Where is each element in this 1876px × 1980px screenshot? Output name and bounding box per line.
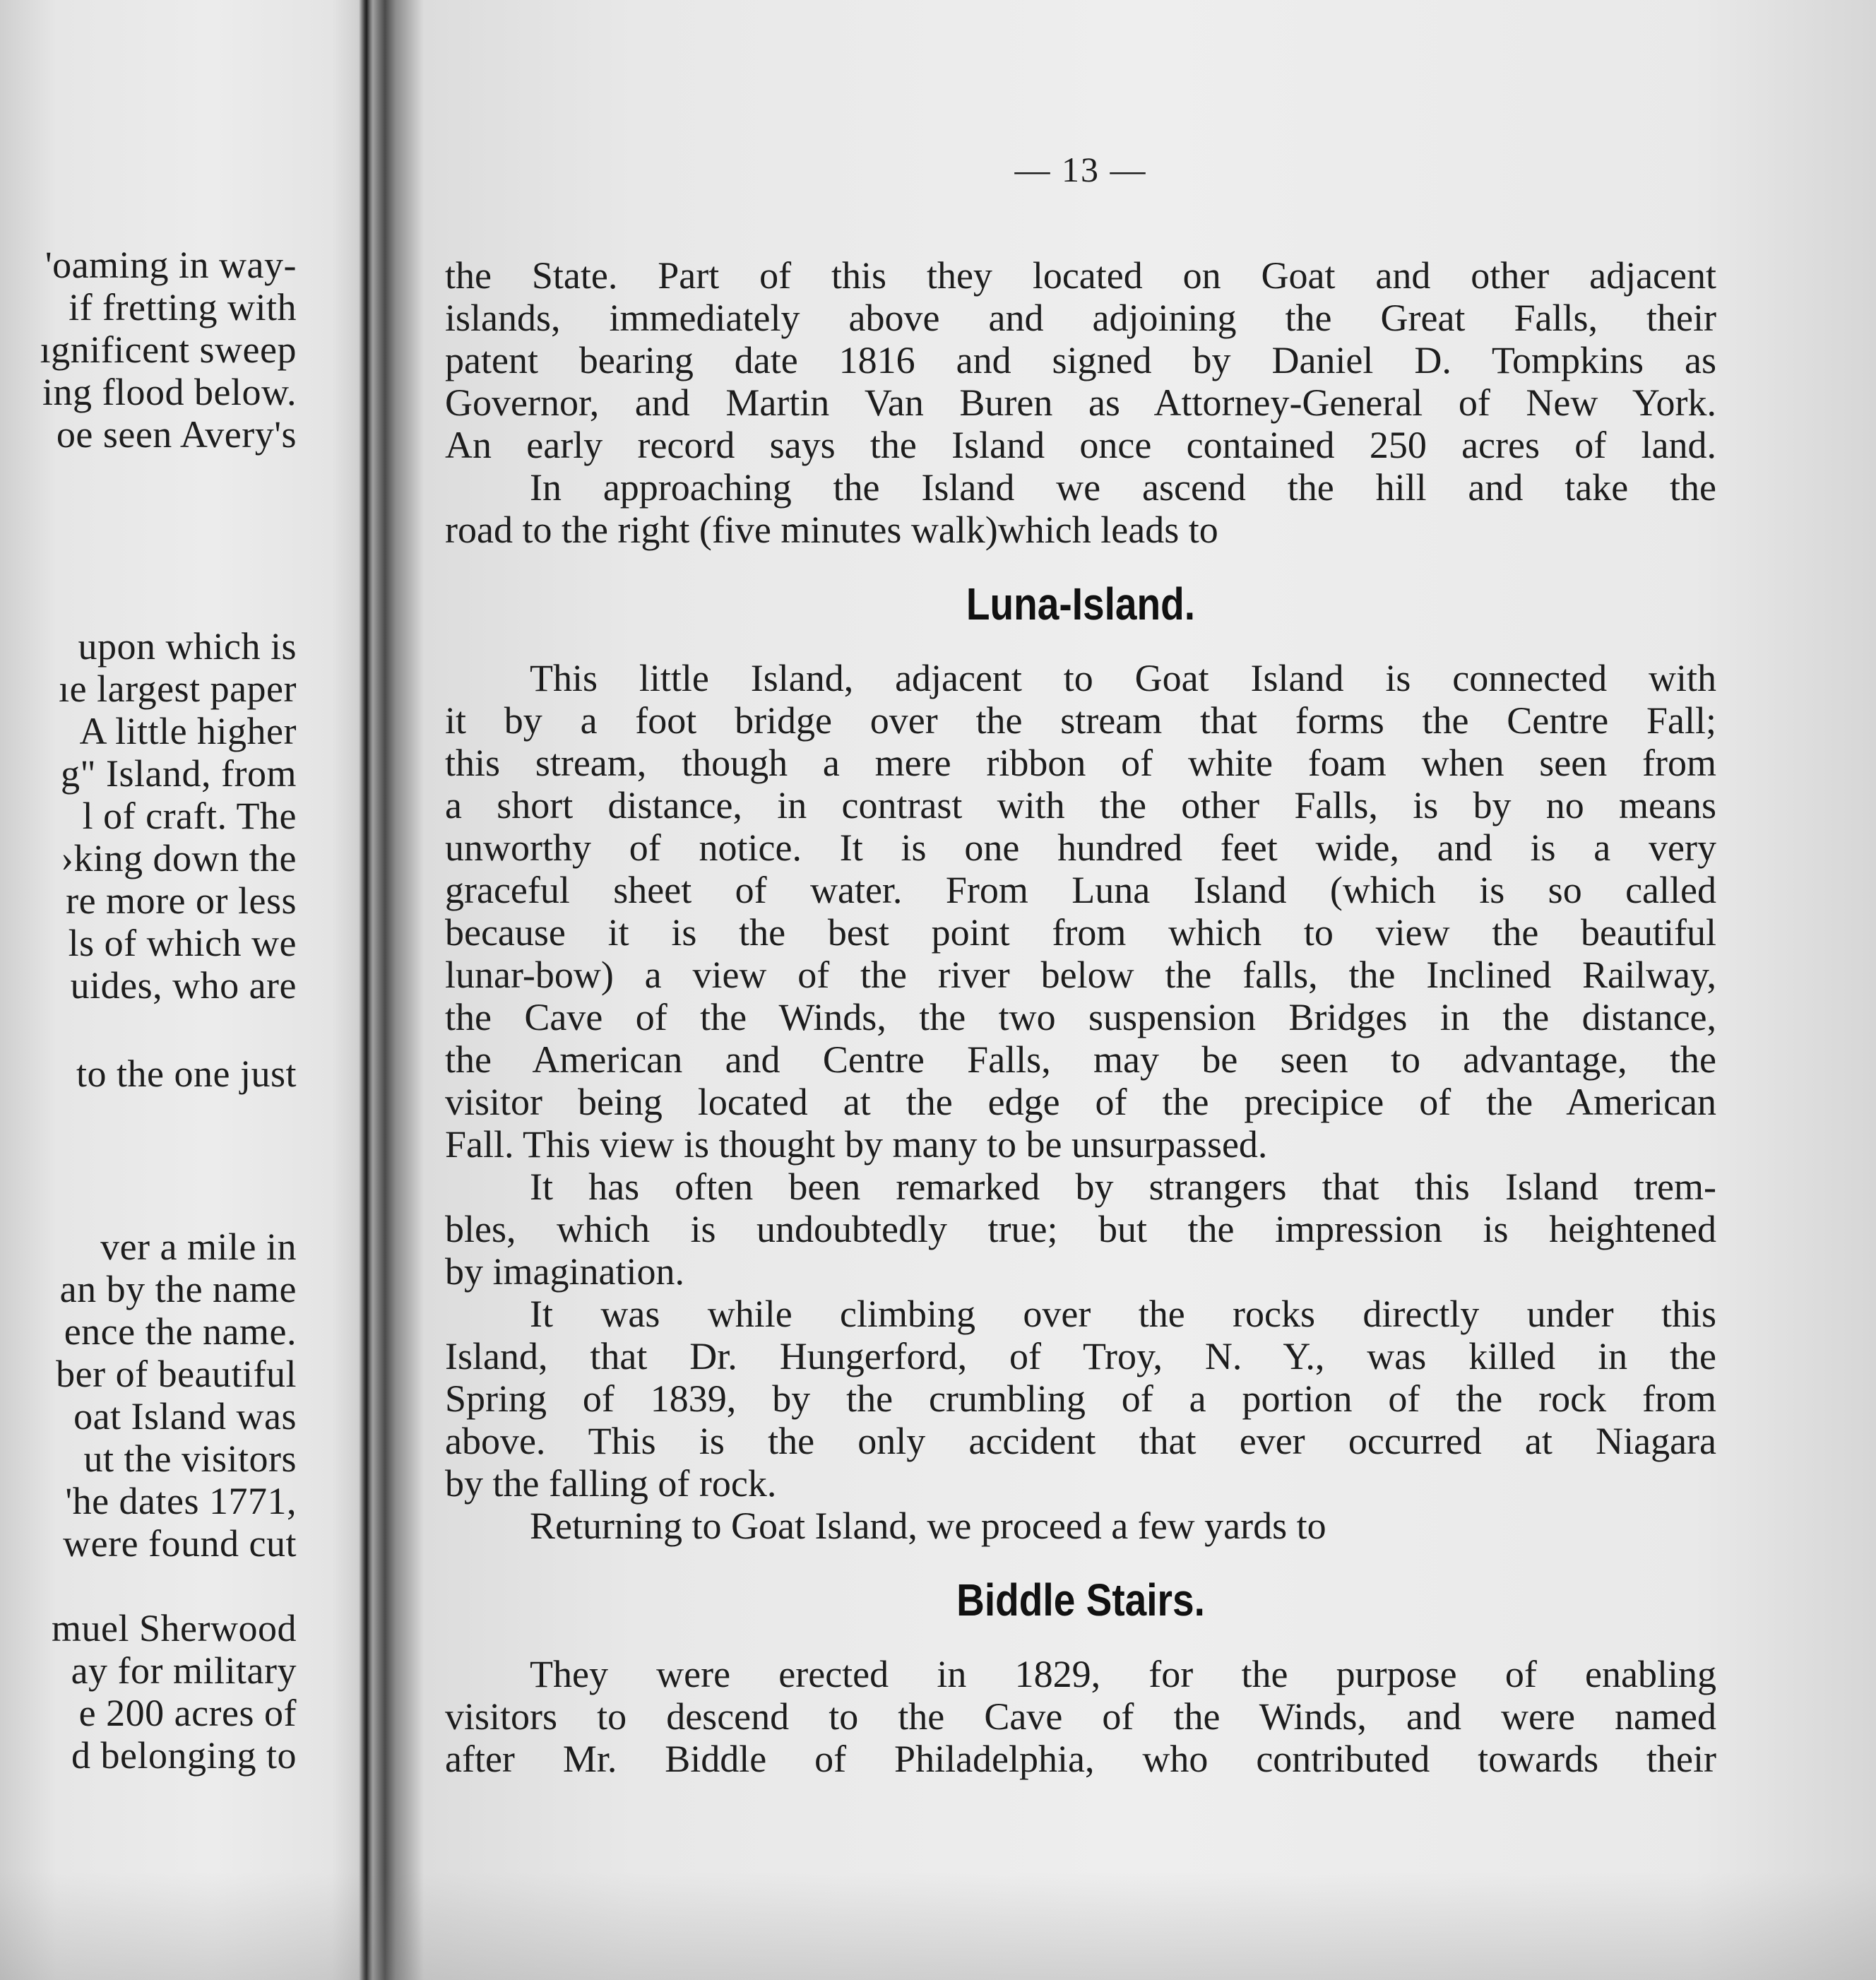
book-gutter-shadow <box>359 0 373 1980</box>
paragraph-line: by the falling of rock. <box>445 1462 777 1505</box>
paragraph-line: Governor, and Martin Van Buren as Attorney-General of New York. <box>445 381 1716 424</box>
left-page-line: 'he dates 1771, <box>65 1480 297 1522</box>
paragraph-line: patent bearing date 1816 and signed by Daniel D. Tompkins as <box>445 339 1716 381</box>
paragraph-line: It has often been remarked by strangers that this Island trem- <box>530 1166 1716 1208</box>
left-page-line: were found cut <box>63 1522 297 1565</box>
left-page-line: ıgnificent sweep <box>40 328 297 371</box>
paragraph-line: Spring of 1839, by the crumbling of a portion of the rock from <box>445 1377 1716 1420</box>
left-page-line: ut the visitors <box>83 1437 297 1480</box>
paragraph-line: by imagination. <box>445 1250 684 1293</box>
paragraph-line: a short distance, in contrast with the other Falls, is by no means <box>445 784 1716 826</box>
paragraph-line: It was while climbing over the rocks directly under this <box>530 1293 1716 1335</box>
left-page-fragment <box>0 0 297 1980</box>
paragraph-line: above. This is the only accident that ever occurred at Niagara <box>445 1420 1716 1462</box>
left-page-line: ls of which we <box>68 922 297 964</box>
left-page-line: ing flood below. <box>42 371 297 413</box>
left-page-line: ›king down the <box>61 837 297 879</box>
page-number: — 13 — <box>1014 150 1147 189</box>
paragraph-line: bles, which is undoubtedly true; but the impression is heightened <box>445 1208 1716 1250</box>
paragraph-line: They were erected in 1829, for the purpose of enabling <box>530 1653 1716 1695</box>
paragraph-line: this stream, though a mere ribbon of white foam when seen from <box>445 742 1716 784</box>
left-page-line: oe seen Avery's <box>56 413 297 456</box>
left-page-line: ıe largest paper <box>59 668 297 710</box>
left-page-line: ence the name. <box>64 1310 297 1353</box>
section-heading-biddle-stairs: Biddle Stairs. <box>956 1575 1205 1625</box>
left-page-line: uides, who are <box>70 964 297 1007</box>
left-page-line: d belonging to <box>71 1734 297 1777</box>
left-page-line: g" Island, from <box>61 752 297 795</box>
paragraph-line: In approaching the Island we ascend the hill and take the <box>530 466 1716 509</box>
left-page-line: upon which is <box>78 625 297 668</box>
left-page-line: an by the name <box>59 1268 297 1310</box>
left-page-line: l of craft. The <box>82 795 297 837</box>
left-page-line: muel Sherwood <box>52 1607 297 1649</box>
paragraph-line: because it is the best point from which to view the beautiful <box>445 911 1716 954</box>
paragraph-line: road to the right (five minutes walk)which leads to <box>445 509 1218 551</box>
left-page-line: e 200 acres of <box>78 1692 297 1734</box>
paragraph-line: the Cave of the Winds, the two suspension Bridges in the distance, <box>445 996 1716 1038</box>
paragraph-line: visitor being located at the edge of the precipice of the American <box>445 1081 1716 1123</box>
left-page-line: if fretting with <box>69 286 297 328</box>
paragraph-line: lunar-bow) a view of the river below the falls, the Inclined Railway, <box>445 954 1716 996</box>
left-page-line: A little higher <box>79 710 297 752</box>
book-page <box>445 0 1716 1980</box>
paragraph-line: Fall. This view is thought by many to be unsurpassed. <box>445 1123 1268 1166</box>
page-bottom-shadow <box>0 1872 1876 1980</box>
paragraph-line: after Mr. Biddle of Philadelphia, who contributed towards their <box>445 1738 1716 1780</box>
paragraph-line: unworthy of notice. It is one hundred feet wide, and is a very <box>445 826 1716 869</box>
section-heading-luna-island: Luna-Island. <box>966 579 1196 629</box>
left-page-line: oat Island was <box>73 1395 297 1437</box>
left-page-line: to the one just <box>76 1053 297 1095</box>
left-page-line: ver a mile in <box>100 1226 297 1268</box>
left-page-line: ay for military <box>71 1649 297 1692</box>
paragraph-line: visitors to descend to the Cave of the Winds, and were named <box>445 1695 1716 1738</box>
left-page-line: re more or less <box>66 879 297 922</box>
paragraph-line: graceful sheet of water. From Luna Island (which is so called <box>445 869 1716 911</box>
paragraph-line: the State. Part of this they located on Goat and other adjacent <box>445 254 1716 297</box>
left-page-line: ber of beautiful <box>56 1353 297 1395</box>
paragraph-line: it by a foot bridge over the stream that forms the Centre Fall; <box>445 699 1716 742</box>
left-page-line: 'oaming in way- <box>44 244 297 286</box>
paragraph-line: Island, that Dr. Hungerford, of Troy, N. Y., was killed in the <box>445 1335 1716 1377</box>
paragraph-line: islands, immediately above and adjoining the Great Falls, their <box>445 297 1716 339</box>
paragraph-line: the American and Centre Falls, may be seen to advantage, the <box>445 1038 1716 1081</box>
paragraph-line: An early record says the Island once contained 250 acres of land. <box>445 424 1716 466</box>
paragraph-line: Returning to Goat Island, we proceed a few yards to <box>530 1505 1326 1547</box>
paragraph-line: This little Island, adjacent to Goat Island is connected with <box>530 657 1716 699</box>
